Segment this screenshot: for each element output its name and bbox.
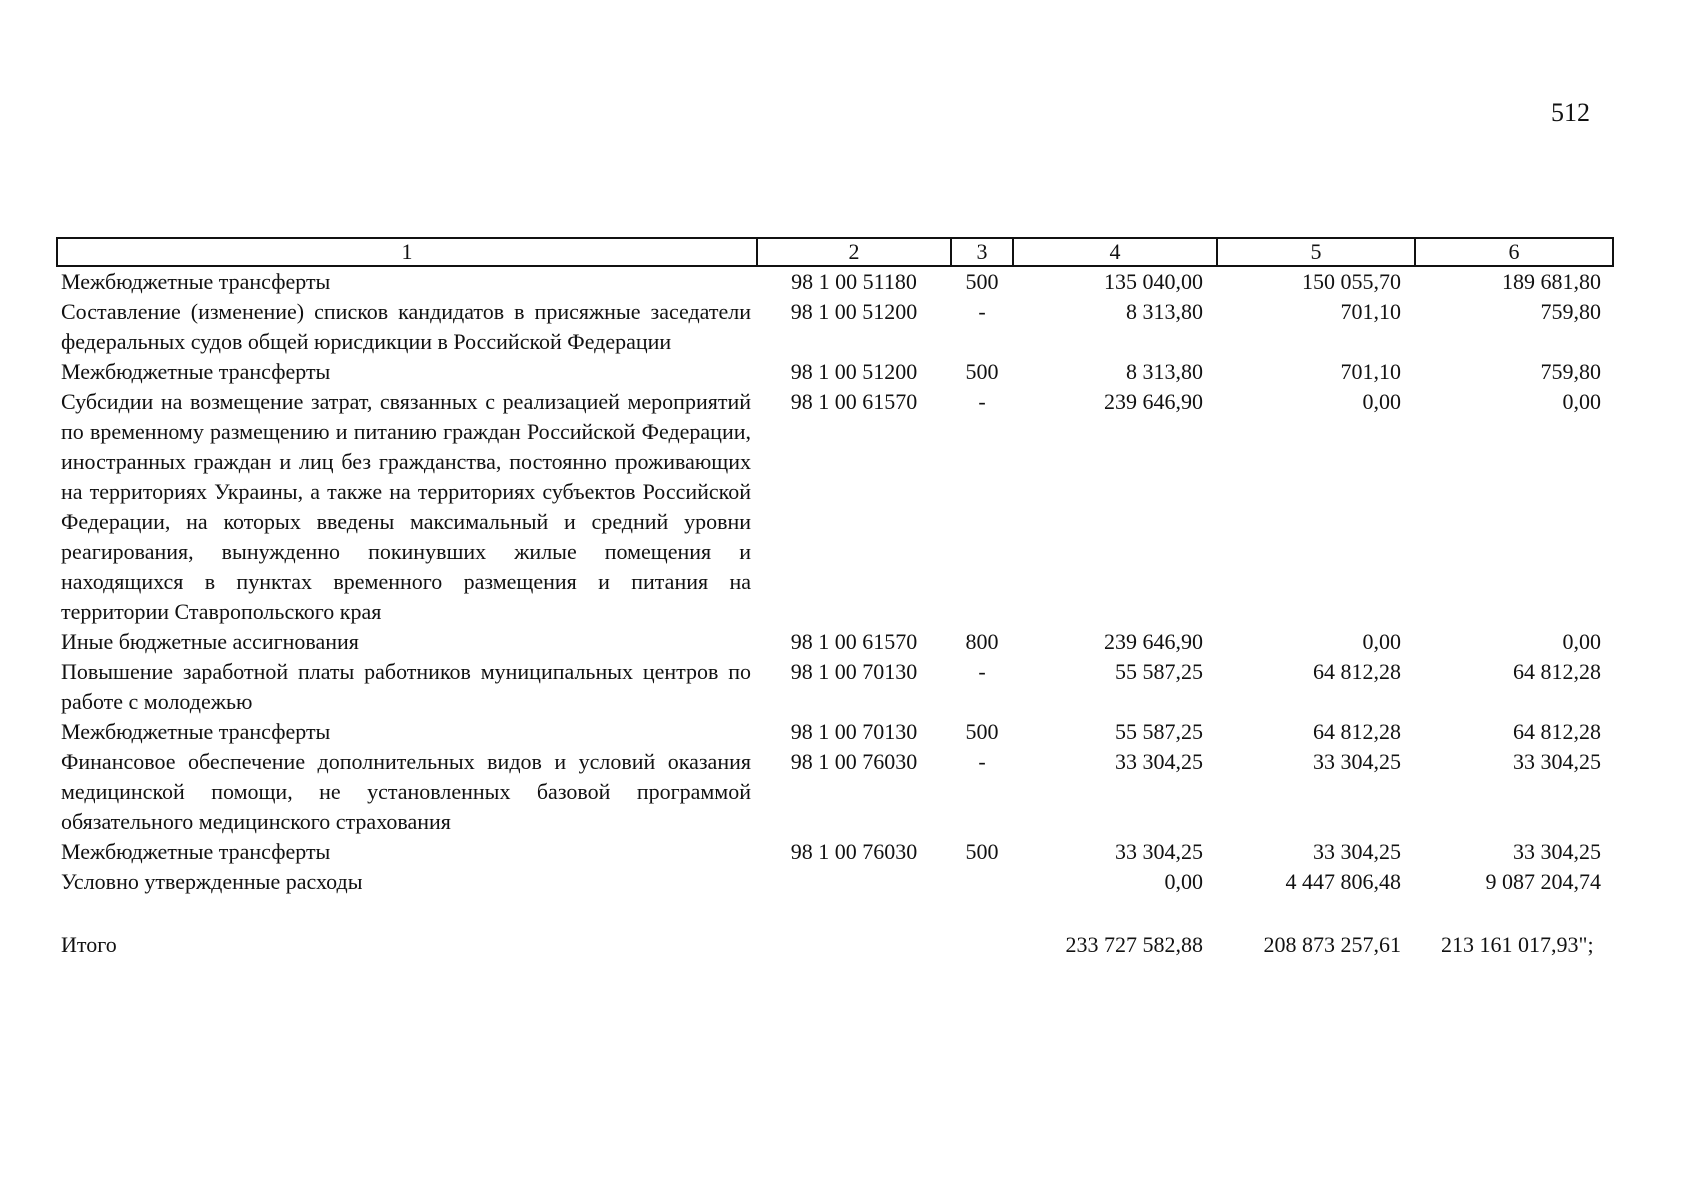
- row-value-col5: 4 447 806,48: [1285, 869, 1401, 894]
- row-value-col6: 33 304,25: [1513, 749, 1601, 774]
- table-row: [57, 747, 1613, 837]
- row-value-col5: 33 304,25: [1313, 839, 1401, 864]
- row-value-col4: 239 646,90: [1104, 629, 1203, 654]
- total-expense-type: [951, 930, 1013, 960]
- row-name: Условно утвержденные расходы: [61, 869, 363, 894]
- row-value-col4: 135 040,00: [1104, 269, 1203, 294]
- total-code: [757, 930, 951, 960]
- table-body: [57, 266, 1613, 960]
- row-value-col5: 64 812,28: [1313, 659, 1401, 684]
- row-value-col4: 0,00: [1164, 869, 1203, 894]
- table-row: [57, 717, 1613, 747]
- row-value-col5: 701,10: [1340, 299, 1401, 324]
- total-value-col6: 213 161 017,93";: [1441, 932, 1594, 957]
- row-expense-type: 500: [965, 839, 999, 864]
- row-name: Иные бюджетные ассигнования: [61, 629, 359, 654]
- row-expense-type: [951, 867, 1013, 897]
- row-value-col5: 701,10: [1340, 359, 1401, 384]
- table-row: [57, 657, 1613, 717]
- row-name: Межбюджетные трансферты: [61, 269, 331, 294]
- row-value-col6: 64 812,28: [1513, 659, 1601, 684]
- row-code: 98 1 00 61570: [790, 389, 918, 414]
- table-row: [57, 357, 1613, 387]
- row-expense-type: 500: [965, 359, 999, 384]
- row-value-col6: 759,80: [1540, 299, 1601, 324]
- column-header-3: 3: [951, 238, 1013, 266]
- row-value-col6: 33 304,25: [1513, 839, 1601, 864]
- row-value-col6: 759,80: [1540, 359, 1601, 384]
- row-code: 98 1 00 76030: [790, 839, 918, 864]
- total-label: Итого: [61, 932, 117, 957]
- row-name: Межбюджетные трансферты: [61, 719, 331, 744]
- row-expense-type: -: [978, 659, 986, 684]
- row-value-col6: 189 681,80: [1502, 269, 1601, 294]
- column-header-5: 5: [1217, 238, 1415, 266]
- row-code: 98 1 00 61570: [790, 629, 918, 654]
- row-value-col4: 8 313,80: [1126, 359, 1203, 384]
- row-value-col4: 239 646,90: [1104, 389, 1203, 414]
- page-number: 512: [1551, 98, 1590, 127]
- row-code: 98 1 00 51200: [790, 299, 918, 324]
- row-value-col6: 9 087 204,74: [1485, 869, 1601, 894]
- table-row: [57, 627, 1613, 657]
- row-value-col5: 0,00: [1362, 629, 1401, 654]
- row-expense-type: -: [978, 299, 986, 324]
- row-code: 98 1 00 51180: [791, 269, 917, 294]
- row-value-col4: 55 587,25: [1115, 659, 1203, 684]
- row-value-col4: 33 304,25: [1115, 839, 1203, 864]
- table-row: [57, 266, 1613, 297]
- row-expense-type: -: [978, 749, 986, 774]
- row-value-col5: 150 055,70: [1302, 269, 1401, 294]
- table-header: [57, 238, 1613, 266]
- row-value-col4: 8 313,80: [1126, 299, 1203, 324]
- spacer-row: [57, 897, 1613, 930]
- budget-table: [56, 237, 1614, 960]
- table-row: [57, 867, 1613, 897]
- row-code: 98 1 00 76030: [790, 749, 918, 774]
- row-value-col6: 0,00: [1562, 629, 1601, 654]
- table-row: [57, 297, 1613, 357]
- row-name: Повышение заработной платы работников муниципальных центров по работе с молодежью: [61, 659, 751, 714]
- row-expense-type: 500: [965, 719, 999, 744]
- row-value-col6: 64 812,28: [1513, 719, 1601, 744]
- row-name: Субсидии на возмещение затрат, связанных с реализацией мероприятий по временному размещению и питанию граждан Российской Федерации, иностранных граждан и лиц без гражданства, постоянно проживающих на территориях Украины, а также на территориях субъектов Российской Федерации, на которых введены максимальный и средний уровни реагирования, вынужденно покинувших жилые помещения и находящихся в пунктах временного размещения и питания на территории Ставропольского края: [61, 389, 751, 624]
- total-row: [57, 930, 1613, 960]
- row-expense-type: 500: [965, 269, 999, 294]
- row-value-col4: 55 587,25: [1115, 719, 1203, 744]
- column-header-2: 2: [757, 238, 951, 266]
- row-code: 98 1 00 70130: [790, 719, 918, 744]
- row-expense-type: -: [978, 389, 986, 414]
- row-value-col4: 33 304,25: [1115, 749, 1203, 774]
- column-header-6: 6: [1415, 238, 1613, 266]
- table-row: [57, 387, 1613, 627]
- row-value-col5: 0,00: [1362, 389, 1401, 414]
- column-header-1: 1: [57, 238, 757, 266]
- row-name: Межбюджетные трансферты: [61, 839, 331, 864]
- row-value-col6: 0,00: [1562, 389, 1601, 414]
- row-name: Финансовое обеспечение дополнительных видов и условий оказания медицинской помощи, не установленных базовой программой обязательного медицинского страхования: [61, 749, 751, 834]
- total-value-col4: 233 727 582,88: [1065, 932, 1203, 957]
- header-row: [57, 238, 1613, 266]
- table-row: [57, 837, 1613, 867]
- row-name: Составление (изменение) списков кандидатов в присяжные заседатели федеральных судов общей юрисдикции в Российской Федерации: [61, 299, 751, 354]
- row-code: [757, 867, 951, 897]
- spacer-cell: [57, 897, 1613, 930]
- row-code: 98 1 00 51200: [790, 359, 918, 384]
- row-expense-type: 800: [965, 629, 999, 654]
- row-name: Межбюджетные трансферты: [61, 359, 331, 384]
- row-value-col5: 64 812,28: [1313, 719, 1401, 744]
- total-value-col5: 208 873 257,61: [1263, 932, 1401, 957]
- row-value-col5: 33 304,25: [1313, 749, 1401, 774]
- row-code: 98 1 00 70130: [790, 659, 918, 684]
- column-header-4: 4: [1013, 238, 1217, 266]
